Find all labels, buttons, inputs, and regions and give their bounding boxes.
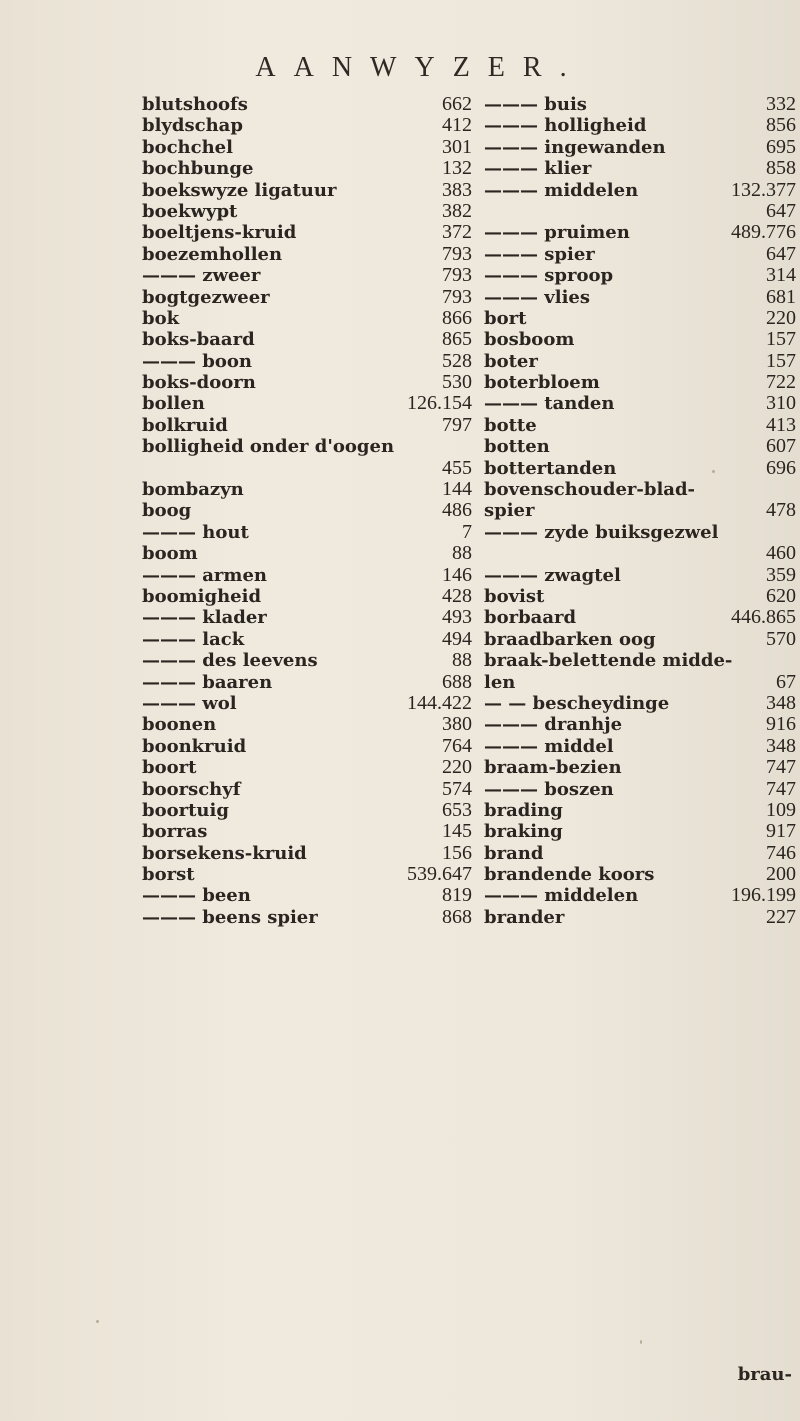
- entry-term: boort: [142, 757, 197, 779]
- index-entry: [142, 736, 472, 757]
- entry-page-number: 858: [766, 157, 796, 180]
- entry-term: boekswyze ligatuur: [142, 179, 337, 201]
- entry-term: bolkruid: [142, 414, 228, 436]
- index-entry: [484, 329, 796, 350]
- index-entry: [142, 650, 472, 671]
- index-entry: [142, 757, 472, 778]
- entry-term: ——— zwagtel: [484, 564, 621, 586]
- index-entry: [484, 736, 796, 757]
- index-entry: [484, 308, 796, 329]
- entry-term: ——— boon: [142, 350, 252, 372]
- index-entry: [142, 885, 472, 906]
- entry-term: blydschap: [142, 115, 243, 137]
- entry-term: bolligheid onder d'oogen: [142, 436, 395, 458]
- entry-page-number: 310: [766, 392, 796, 415]
- entry-page-number: 819: [442, 884, 472, 907]
- entry-term: bort: [484, 307, 527, 329]
- index-entry: [142, 372, 472, 393]
- entry-term: len: [484, 671, 516, 693]
- entry-page-number: 493: [442, 606, 472, 629]
- index-entry: [142, 351, 472, 372]
- index-entry: [142, 158, 472, 179]
- index-entry: [142, 565, 472, 586]
- entry-page-number: 332: [766, 93, 796, 115]
- index-entry: [142, 672, 472, 693]
- entry-page-number: 647: [766, 199, 796, 222]
- entry-page-number: 144.422: [407, 691, 472, 714]
- index-entry: [484, 714, 796, 735]
- entry-term: boog: [142, 500, 192, 522]
- index-entry: [484, 351, 796, 372]
- entry-page-number: 156: [442, 841, 472, 864]
- entry-term: ——— zweer: [142, 265, 261, 287]
- entry-page-number: 126.154: [407, 392, 472, 415]
- entry-term: ——— klader: [142, 607, 267, 629]
- entry-page-number: 109: [766, 798, 796, 821]
- index-entry: [484, 629, 796, 650]
- page-header: AANWYZER.: [255, 52, 585, 83]
- entry-page-number: 746: [766, 841, 796, 864]
- index-entry: [484, 222, 796, 243]
- entry-page-number: 647: [766, 242, 796, 265]
- entry-page-number: 227: [766, 905, 796, 928]
- index-entry: [484, 800, 796, 821]
- index-entry: [484, 885, 796, 906]
- entry-page-number: 88: [452, 649, 472, 672]
- entry-page-number: 793: [442, 242, 472, 265]
- entry-page-number: 530: [442, 371, 472, 394]
- index-entry: [484, 158, 796, 179]
- entry-term: braking: [484, 821, 563, 843]
- entry-term: borras: [142, 821, 208, 843]
- entry-term: blutshoofs: [142, 94, 248, 115]
- index-entry: [484, 821, 796, 842]
- entry-page-number: 478: [766, 499, 796, 522]
- index-entry: [484, 672, 796, 693]
- entry-term: boom: [142, 543, 198, 565]
- index-entry: [142, 222, 472, 243]
- entry-term: borbaard: [484, 607, 577, 629]
- index-entry: [142, 522, 472, 543]
- entry-page-number: 144: [442, 478, 472, 501]
- index-entry: [484, 779, 796, 800]
- left-column: [142, 94, 472, 928]
- entry-term: — — bescheydinge: [484, 692, 670, 714]
- index-entry: [142, 94, 472, 115]
- entry-term: botte: [484, 414, 537, 436]
- index-entry: [142, 436, 472, 457]
- entry-term: boonen: [142, 714, 217, 736]
- entry-page-number: 662: [442, 93, 472, 115]
- entry-term: braam-bezien: [484, 757, 622, 779]
- index-entry: [484, 843, 796, 864]
- entry-page-number: 856: [766, 114, 796, 137]
- entry-page-number: 797: [442, 413, 472, 436]
- entry-page-number: 7: [462, 520, 472, 543]
- index-entry: [142, 180, 472, 201]
- entry-page-number: 146: [442, 563, 472, 586]
- entry-page-number: 722: [766, 371, 796, 394]
- index-entry: [142, 693, 472, 714]
- index-entry: [484, 522, 796, 543]
- entry-page-number: 868: [442, 905, 472, 928]
- entry-page-number: 348: [766, 734, 796, 757]
- paper-speck: [712, 470, 715, 473]
- entry-page-number: 145: [442, 820, 472, 843]
- entry-page-number: 132.377: [731, 178, 796, 201]
- index-entry: [484, 458, 796, 479]
- entry-page-number: 372: [442, 221, 472, 244]
- index-entry: [142, 864, 472, 885]
- entry-page-number: 132: [442, 157, 472, 180]
- index-entry: [142, 458, 472, 479]
- index-entry: [142, 714, 472, 735]
- entry-term: ——— ingewanden: [484, 136, 666, 158]
- entry-term: boezemhollen: [142, 243, 283, 265]
- entry-term: ——— tanden: [484, 393, 615, 415]
- entry-term: borst: [142, 864, 195, 886]
- entry-term: bombazyn: [142, 479, 244, 501]
- index-entry: [142, 821, 472, 842]
- entry-term: ——— armen: [142, 564, 267, 586]
- entry-term: ——— lack: [142, 628, 245, 650]
- index-entry: [142, 907, 472, 928]
- entry-page-number: 196.199: [731, 884, 796, 907]
- entry-page-number: 446.865: [731, 606, 796, 629]
- entry-page-number: 383: [442, 178, 472, 201]
- entry-page-number: 793: [442, 285, 472, 308]
- entry-page-number: 428: [442, 584, 472, 607]
- entry-page-number: 764: [442, 734, 472, 757]
- entry-term: bochchel: [142, 136, 233, 158]
- entry-page-number: 653: [442, 798, 472, 821]
- entry-term: spier: [484, 500, 535, 522]
- entry-page-number: 747: [766, 777, 796, 800]
- index-entry: [484, 137, 796, 158]
- index-entry: [142, 287, 472, 308]
- entry-term: bochbunge: [142, 158, 254, 180]
- entry-page-number: 412: [442, 114, 472, 137]
- entry-term: ——— pruimen: [484, 222, 630, 244]
- entry-page-number: 460: [766, 542, 796, 565]
- entry-page-number: 67: [776, 670, 796, 693]
- entry-page-number: 607: [766, 435, 796, 458]
- entry-term: ——— wol: [142, 692, 237, 714]
- entry-term: bosboom: [484, 329, 575, 351]
- entry-page-number: 382: [442, 199, 472, 222]
- entry-page-number: 157: [766, 349, 796, 372]
- entry-term: brandende koors: [484, 864, 655, 886]
- index-entry: [484, 201, 796, 222]
- entry-page-number: 620: [766, 584, 796, 607]
- index-entry: [484, 565, 796, 586]
- index-entry: [484, 265, 796, 286]
- index-entry: [142, 201, 472, 222]
- index-entry: [142, 329, 472, 350]
- entry-page-number: 917: [766, 820, 796, 843]
- entry-term: boks-doorn: [142, 372, 256, 394]
- entry-term: borsekens-kruid: [142, 842, 307, 864]
- entry-page-number: 314: [766, 264, 796, 287]
- entry-page-number: 88: [452, 542, 472, 565]
- index-entry: [484, 607, 796, 628]
- entry-term: braadbarken oog: [484, 628, 656, 650]
- entry-page-number: 688: [442, 670, 472, 693]
- entry-term: ——— been: [142, 885, 251, 907]
- entry-term: boorschyf: [142, 778, 241, 800]
- entry-term: boeltjens-kruid: [142, 222, 297, 244]
- entry-term: bok: [142, 307, 180, 329]
- index-entry: [142, 244, 472, 265]
- index-entry: [142, 607, 472, 628]
- index-entry: [484, 543, 796, 564]
- index-entry: [484, 693, 796, 714]
- entry-term: bogtgezweer: [142, 286, 270, 308]
- entry-term: bovist: [484, 585, 545, 607]
- entry-page-number: 220: [442, 756, 472, 779]
- entry-page-number: 489.776: [731, 221, 796, 244]
- entry-term: ——— buis: [484, 94, 587, 115]
- entry-page-number: 157: [766, 328, 796, 351]
- index-entry: [484, 907, 796, 928]
- index-entry: [142, 479, 472, 500]
- entry-page-number: 574: [442, 777, 472, 800]
- index-entry: [142, 543, 472, 564]
- entry-term: ——— middelen: [484, 885, 639, 907]
- entry-page-number: 200: [766, 863, 796, 886]
- entry-page-number: 380: [442, 713, 472, 736]
- entry-page-number: 359: [766, 563, 796, 586]
- entry-page-number: 220: [766, 306, 796, 329]
- entry-term: ——— zyde buiksgezwel: [484, 521, 719, 543]
- index-entry: [142, 137, 472, 158]
- index-entry: [484, 586, 796, 607]
- paper-speck: [640, 1340, 642, 1344]
- paper-speck: [96, 1320, 99, 1323]
- entry-page-number: 301: [442, 135, 472, 158]
- entry-page-number: 348: [766, 691, 796, 714]
- entry-term: bovenschouder-blad-: [484, 479, 695, 501]
- index-entry: [484, 864, 796, 885]
- entry-term: ——— sproop: [484, 265, 614, 287]
- entry-page-number: 494: [442, 627, 472, 650]
- entry-page-number: 866: [442, 306, 472, 329]
- entry-page-number: 455: [442, 456, 472, 479]
- entry-page-number: 793: [442, 264, 472, 287]
- entry-page-number: 570: [766, 627, 796, 650]
- right-column: [484, 94, 796, 928]
- index-entry: [142, 265, 472, 286]
- entry-page-number: 528: [442, 349, 472, 372]
- index-entry: [484, 94, 796, 115]
- entry-page-number: 865: [442, 328, 472, 351]
- index-entry: [484, 650, 796, 671]
- entry-term: ——— middelen: [484, 179, 639, 201]
- entry-term: ——— spier: [484, 243, 595, 265]
- entry-term: botten: [484, 436, 550, 458]
- index-entry: [142, 415, 472, 436]
- index-entry: [484, 436, 796, 457]
- entry-page-number: 413: [766, 413, 796, 436]
- index-entry: [484, 180, 796, 201]
- entry-term: brander: [484, 906, 565, 928]
- entry-term: ——— middel: [484, 735, 614, 757]
- index-entry: [142, 800, 472, 821]
- entry-term: brading: [484, 799, 563, 821]
- entry-term: ——— baaren: [142, 671, 273, 693]
- entry-term: brand: [484, 842, 544, 864]
- entry-page-number: 681: [766, 285, 796, 308]
- entry-page-number: 747: [766, 756, 796, 779]
- entry-term: boortuig: [142, 799, 229, 821]
- index-entry: [484, 415, 796, 436]
- entry-term: boterbloem: [484, 372, 600, 394]
- entry-page-number: 696: [766, 456, 796, 479]
- entry-page-number: 539.647: [407, 863, 472, 886]
- entry-term: ——— klier: [484, 158, 592, 180]
- entry-term: bollen: [142, 393, 205, 415]
- entry-term: ——— hout: [142, 521, 249, 543]
- entry-term: boomigheid: [142, 585, 262, 607]
- index-entry: [142, 629, 472, 650]
- entry-term: ——— holligheid: [484, 115, 647, 137]
- index-entry: [142, 393, 472, 414]
- entry-page-number: 695: [766, 135, 796, 158]
- entry-term: boonkruid: [142, 735, 247, 757]
- entry-page-number: 916: [766, 713, 796, 736]
- index-entry: [142, 115, 472, 136]
- entry-term: ——— dranhje: [484, 714, 623, 736]
- entry-term: boekwypt: [142, 200, 238, 222]
- entry-term: ——— des leevens: [142, 650, 318, 672]
- entry-term: boter: [484, 350, 538, 372]
- index-entry: [484, 500, 796, 521]
- index-entry: [142, 586, 472, 607]
- index-entry: [142, 843, 472, 864]
- entry-page-number: 486: [442, 499, 472, 522]
- index-entry: [484, 244, 796, 265]
- entry-term: ——— beens spier: [142, 906, 318, 928]
- entry-term: ——— vlies: [484, 286, 590, 308]
- index-entry: [484, 393, 796, 414]
- catchword: brau-: [737, 1364, 792, 1385]
- entry-term: bottertanden: [484, 457, 617, 479]
- index-entry: [142, 308, 472, 329]
- index-entry: [484, 372, 796, 393]
- entry-term: boks-baard: [142, 329, 255, 351]
- index-entry: [484, 115, 796, 136]
- index-entry: [484, 479, 796, 500]
- index-entry: [142, 779, 472, 800]
- index-entry: [142, 500, 472, 521]
- index-entry: [484, 757, 796, 778]
- entry-term: ——— boszen: [484, 778, 614, 800]
- entry-term: braak-belettende midde-: [484, 650, 733, 672]
- index-entry: [484, 287, 796, 308]
